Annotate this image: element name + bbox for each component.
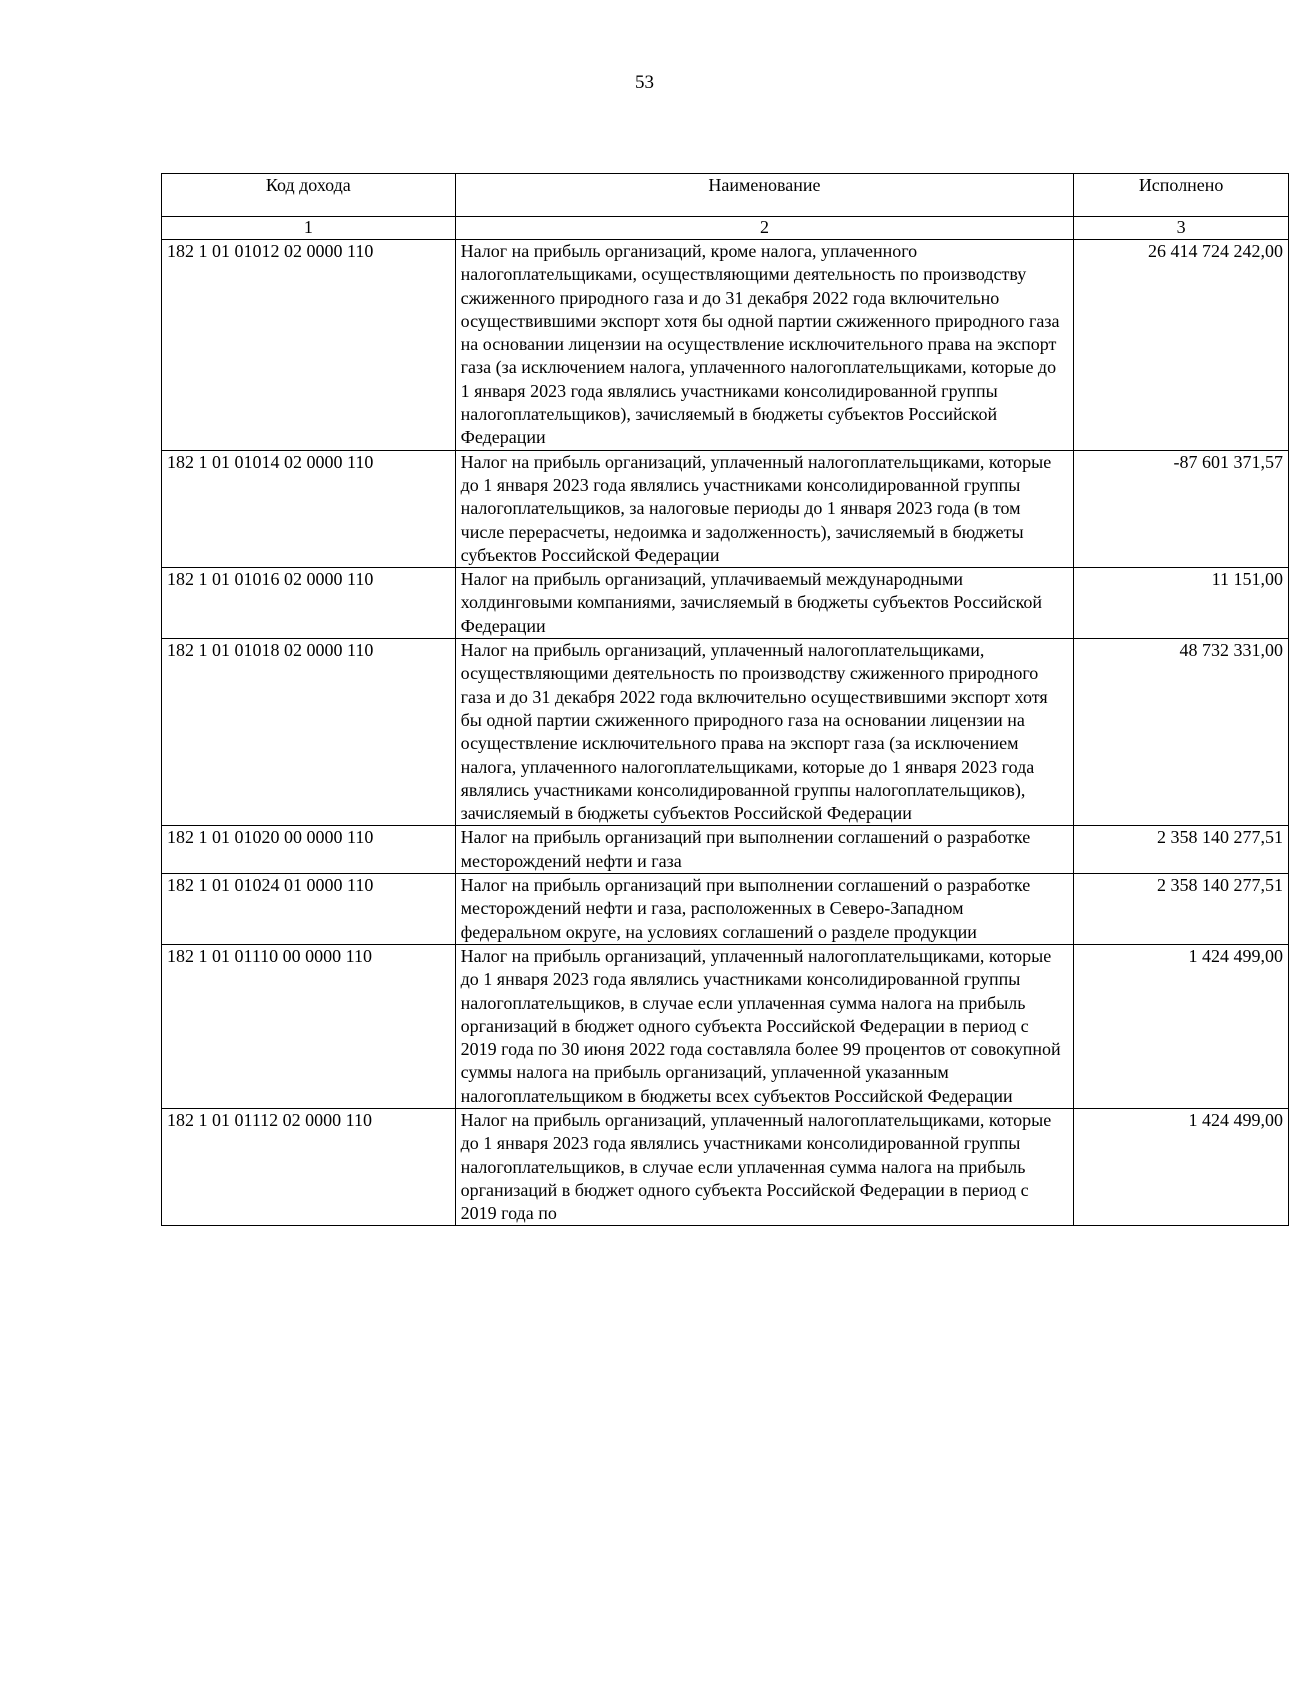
income-code: 182 1 01 01018 02 0000 110 (162, 639, 456, 826)
executed-amount: 1 424 499,00 (1074, 944, 1289, 1108)
income-name: Налог на прибыль организаций при выполнении соглашений о разработке месторождений нефти и газа, расположенных в Северо-Западном федеральном округе, на условиях соглашений о разделе продукции (455, 874, 1074, 945)
income-name: Налог на прибыль организаций, уплачиваемый международными холдинговыми компаниями, зачисляемый в бюджеты субъектов Российской Федерации (455, 568, 1074, 639)
income-name: Налог на прибыль организаций при выполнении соглашений о разработке месторождений нефти и газа (455, 826, 1074, 874)
executed-amount: 1 424 499,00 (1074, 1108, 1289, 1225)
income-name: Налог на прибыль организаций, уплаченный налогоплательщиками, которые до 1 января 2023 года являлись участниками консолидированной группы налогоплательщиков, в случае если уплаченная сумма налога на прибыль организаций в бюджет одного субъекта Российской Федерации в период с 2019 года по 30 июня 2022 года составляла более 99 процентов от совокупной суммы налога на прибыль организаций, уплаченной указанным налогоплательщиком в бюджеты всех субъектов Российской Федерации (455, 944, 1074, 1108)
header-row (162, 174, 1289, 217)
income-code: 182 1 01 01112 02 0000 110 (162, 1108, 456, 1225)
executed-amount: 2 358 140 277,51 (1074, 826, 1289, 874)
table-row (162, 1108, 1289, 1225)
header-amount: Исполнено (1074, 174, 1289, 217)
column-number-3: 3 (1074, 217, 1289, 240)
income-name: Налог на прибыль организаций, уплаченный налогоплательщиками, осуществляющими деятельность по производству сжиженного природного газа и до 31 декабря 2022 года включительно осуществившими экспорт хотя бы одной партии сжиженного природного газа на основании лицензии на осуществление исключительного права на экспорт газа (за исключением налога, уплаченного налогоплательщиками, которые до 1 января 2023 года являлись участниками консолидированной группы налогоплательщиков), зачисляемый в бюджеты субъектов Российской Федерации (455, 639, 1074, 826)
executed-amount: -87 601 371,57 (1074, 450, 1289, 567)
income-name: Налог на прибыль организаций, уплаченный налогоплательщиками, которые до 1 января 2023 года являлись участниками консолидированной группы налогоплательщиков, в случае если уплаченная сумма налога на прибыль организаций в бюджет одного субъекта Российской Федерации в период с 2019 года по (455, 1108, 1074, 1225)
table-body (162, 217, 1289, 1226)
table-row (162, 826, 1289, 874)
executed-amount: 48 732 331,00 (1074, 639, 1289, 826)
table-row (162, 944, 1289, 1108)
table-row (162, 639, 1289, 826)
executed-amount: 26 414 724 242,00 (1074, 240, 1289, 451)
executed-amount: 11 151,00 (1074, 568, 1289, 639)
income-name: Налог на прибыль организаций, кроме налога, уплаченного налогоплательщиками, осуществляющими деятельность по производству сжиженного природного газа и до 31 декабря 2022 года включительно осуществившими экспорт хотя бы одной партии сжиженного природного газа на основании лицензии на осуществление исключительного права на экспорт газа (за исключением налога, уплаченного налогоплательщиками, которые до 1 января 2023 года являлись участниками консолидированной группы налогоплательщиков), зачисляемый в бюджеты субъектов Российской Федерации (455, 240, 1074, 451)
income-code: 182 1 01 01012 02 0000 110 (162, 240, 456, 451)
table-row (162, 568, 1289, 639)
column-number-1: 1 (162, 217, 456, 240)
income-code: 182 1 01 01110 00 0000 110 (162, 944, 456, 1108)
table-row (162, 450, 1289, 567)
income-code: 182 1 01 01020 00 0000 110 (162, 826, 456, 874)
revenue-table (161, 173, 1289, 1226)
table-header (162, 174, 1289, 217)
header-code: Код дохода (162, 174, 456, 217)
income-name: Налог на прибыль организаций, уплаченный налогоплательщиками, которые до 1 января 2023 года являлись участниками консолидированной группы налогоплательщиков, за налоговые периоды до 1 января 2023 года (в том числе перерасчеты, недоимка и задолженность), зачисляемый в бюджеты субъектов Российской Федерации (455, 450, 1074, 567)
table-row (162, 240, 1289, 451)
table-row (162, 874, 1289, 945)
page-number: 53 (635, 72, 654, 93)
executed-amount: 2 358 140 277,51 (1074, 874, 1289, 945)
column-number-row (162, 217, 1289, 240)
income-code: 182 1 01 01016 02 0000 110 (162, 568, 456, 639)
income-code: 182 1 01 01014 02 0000 110 (162, 450, 456, 567)
header-name: Наименование (455, 174, 1074, 217)
column-number-2: 2 (455, 217, 1074, 240)
income-code: 182 1 01 01024 01 0000 110 (162, 874, 456, 945)
